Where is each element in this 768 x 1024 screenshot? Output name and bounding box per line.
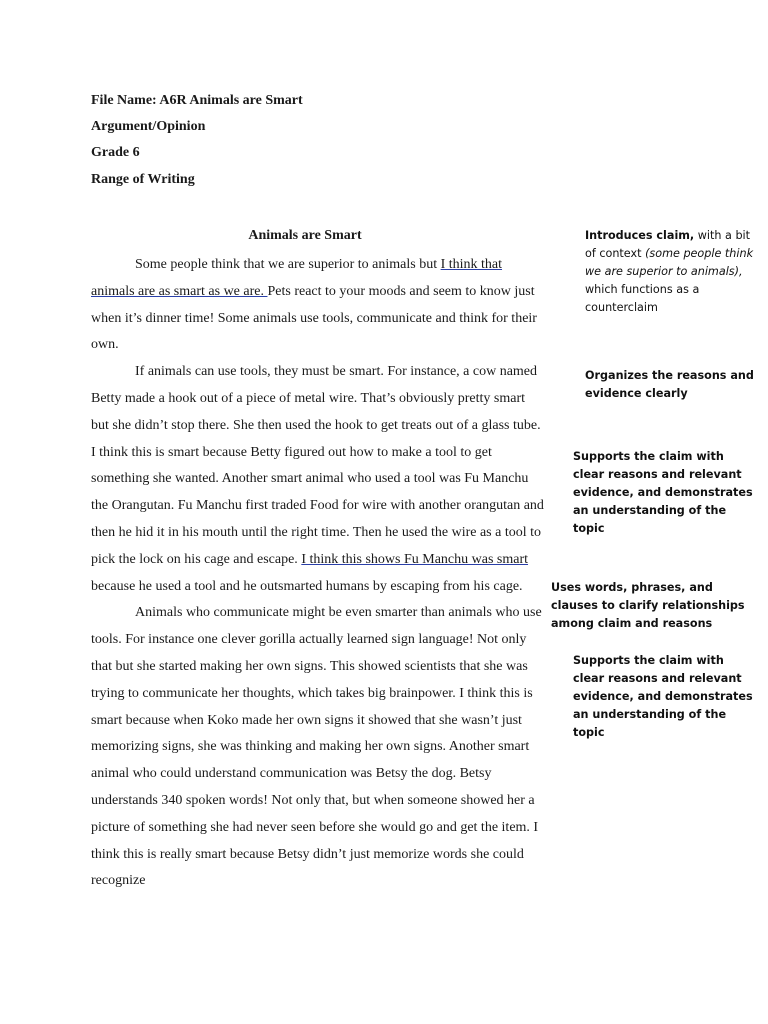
- annotation-text: with a bit of context: [585, 229, 751, 260]
- essay-paragraph-2: [91, 359, 546, 600]
- annotation-uses-words: Uses words, phrases, and clauses to clarify relationships among claim and reasons: [551, 581, 745, 630]
- paragraph-text: Pets react to your moods and seem to know just when it’s dinner time! Some animals use tools, communicate and think for their own.: [91, 283, 537, 353]
- writing-type-heading: Argument/Opinion: [91, 119, 206, 134]
- annotation-supports-claim-1: Supports the claim with clear reasons and relevant evidence, and demonstrates an understanding of the topic: [573, 450, 753, 535]
- annotation-supports-claim-2: Supports the claim with clear reasons and relevant evidence, and demonstrates an understanding of the topic: [573, 654, 753, 739]
- file-name-heading: File Name: A6R Animals are Smart: [91, 93, 303, 108]
- grade-heading: Grade 6: [91, 145, 140, 160]
- underlined-claim: I think that animals are as smart as we are.: [91, 257, 503, 299]
- range-heading: Range of Writing: [91, 172, 195, 187]
- annotation-italic: (some people think we are superior to animals),: [585, 247, 754, 278]
- paragraph-text: because he used a tool and he outsmarted humans by escaping from his cage.: [91, 578, 523, 594]
- annotation-organizes: Organizes the reasons and evidence clearly: [585, 369, 754, 400]
- paragraph-text: Some people think that we are superior to animals but: [135, 257, 441, 272]
- essay-paragraph-1: [91, 252, 546, 359]
- underlined-reasoning: I think this shows Fu Manchu was smart: [301, 551, 529, 567]
- annotation-bold: Introduces claim,: [585, 229, 695, 242]
- essay-title: Animals are Smart: [248, 228, 362, 243]
- paragraph-text: If animals can use tools, they must be smart. For instance, a cow named Betty made a hook out of a piece of metal wire. That’s obviously pretty smart but she didn’t stop there. She then used the hook to get treats out of a glass tube. I think this is smart because Betty figured out how to make a tool to get something she wanted. Another smart animal who used a tool was Fu Manchu the Orangutan. Fu Manchu first traded Food for wire with another orangutan and then he hid it in his mouth until the right time. Then he used the wire as a tool to pick the lock on his cage and escape.: [91, 364, 544, 567]
- annotation-introduces-claim: [585, 227, 760, 317]
- essay-paragraph-3: Animals who communicate might be even smarter than animals who use tools. For instance one clever gorilla actually learned sign language! Not only that but she started making her own signs. This showed scientists that she was trying to communicate her thoughts, which takes big brainpower. I think this is smart because when Koko made her own signs it showed that she wasn’t just memorizing signs, she was thinking and making her own signs. Another smart animal who could understand communication was Betsy the dog. Betsy understands 340 spoken words! Not only that, but when someone showed her a picture of something she had never seen before she would go and get the item. I think this is really smart because Betsy didn’t just memorize words she could recognize: [91, 605, 542, 889]
- annotation-text: which functions as a counterclaim: [585, 283, 700, 314]
- essay-body: [91, 252, 546, 895]
